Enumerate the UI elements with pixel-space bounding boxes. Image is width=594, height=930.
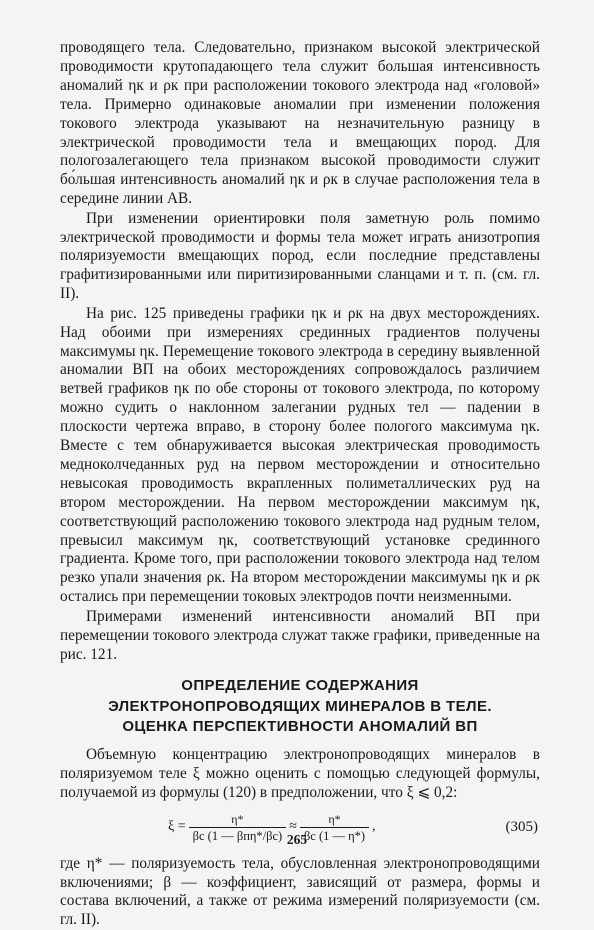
- formula-approx-sign: ≈: [289, 819, 297, 835]
- paragraph-fig-121: Примерами изменений интенсивности аномалий ВП при перемещении токового электрода служат также графики, приведенные на рис. 121.: [60, 607, 540, 663]
- paragraph-field-orientation: При изменении ориентировки поля заметную роль помимо электрической проводимости и формы тела может играть анизотропия поляризуемости вмещающих пород, если последние представлены графитизированными или пиритизированными сланцами и т. п. (см. гл. II).: [60, 209, 540, 303]
- fraction-2-numerator: η*: [328, 811, 341, 826]
- fraction-1-denominator: βc (1 — βпη*/βc): [189, 827, 287, 844]
- page-body: [60, 39, 540, 930]
- paragraph-continuation: проводящего тела. Следовательно, признаком высокой электрической проводимости крутопадающего тела служит большая интенсивность аномалий ηк и ρк при расположении токового электрода над «головой» тела. Примерно одинаковые аномалии при изменении положения токового электрода указывают на незначительную разницу в электрической проводимости тела и вмещающих пород. Для пологозалегающего тела признаком высокой проводимости служит бо́льшая интенсивность аномалий ηк и ρк в случае расположения тела в середине линии AB.: [60, 39, 540, 208]
- equation-number: (305): [505, 818, 538, 835]
- fraction-2-denominator: βc (1 — η*): [300, 827, 369, 844]
- page-number: 265: [286, 832, 308, 847]
- heading-line-2: ЭЛЕКТРОНОПРОВОДЯЩИХ МИНЕРАЛОВ В ТЕЛЕ.: [108, 697, 492, 715]
- heading-line-1: ОПРЕДЕЛЕНИЕ СОДЕРЖАНИЯ: [181, 677, 419, 695]
- paragraph-definitions: где η* — поляризуемость тела, обусловленная электронопроводящими включениями; β — коэффициент, зависящий от размера, формы и состава включений, а также от режима измерений поляризуемости (см. гл. II).: [60, 854, 540, 929]
- paragraph-concentration: Объемную концентрацию электронопроводящих минералов в поляризуемом теле ξ можно оценить с помощью следующей формулы, получаемой из формулы (120) в предположении, что ξ ⩽ 0,2:: [60, 745, 540, 801]
- fraction-1-numerator: η*: [231, 811, 244, 826]
- formula-tail: ,: [372, 819, 376, 835]
- paragraph-fig-125: На рис. 125 приведены графики ηк и ρк на двух месторождениях. Над обоими при измерениях срединных градиентов получены максимумы ηк. Перемещение токового электрода в середину выявленной аномалии ВП на обоих месторождениях сопровождалось различием ветвей графиков ηк по обе стороны от токового электрода, по которому можно судить о наклонном залегании рудных тел — падении в плоскости чертежа вправо, в сторону более пологого максимума ηк. Вместе с тем обнаруживается высокая электрическая проводимость медноколчеданных руд на первом месторождении и относительно невысокая проводимость вкрапленных полиметаллических руд на втором месторождении. На первом месторождении максимум ηк, соответствующий расположению токового электрода над рудным телом, превысил максимум ηк, соответствующий установке срединного градиента. Кроме того, при расположении токового электрода над телом резко упали значения ρк. На втором месторождении максимумы ηк и ρк остались при перемещении токовых электродов почти неизменными.: [60, 304, 540, 606]
- section-heading: [60, 676, 540, 738]
- formula-lhs: ξ =: [168, 819, 186, 835]
- heading-line-3: ОЦЕНКА ПЕРСПЕКТИВНОСТИ АНОМАЛИЙ ВП: [122, 718, 478, 736]
